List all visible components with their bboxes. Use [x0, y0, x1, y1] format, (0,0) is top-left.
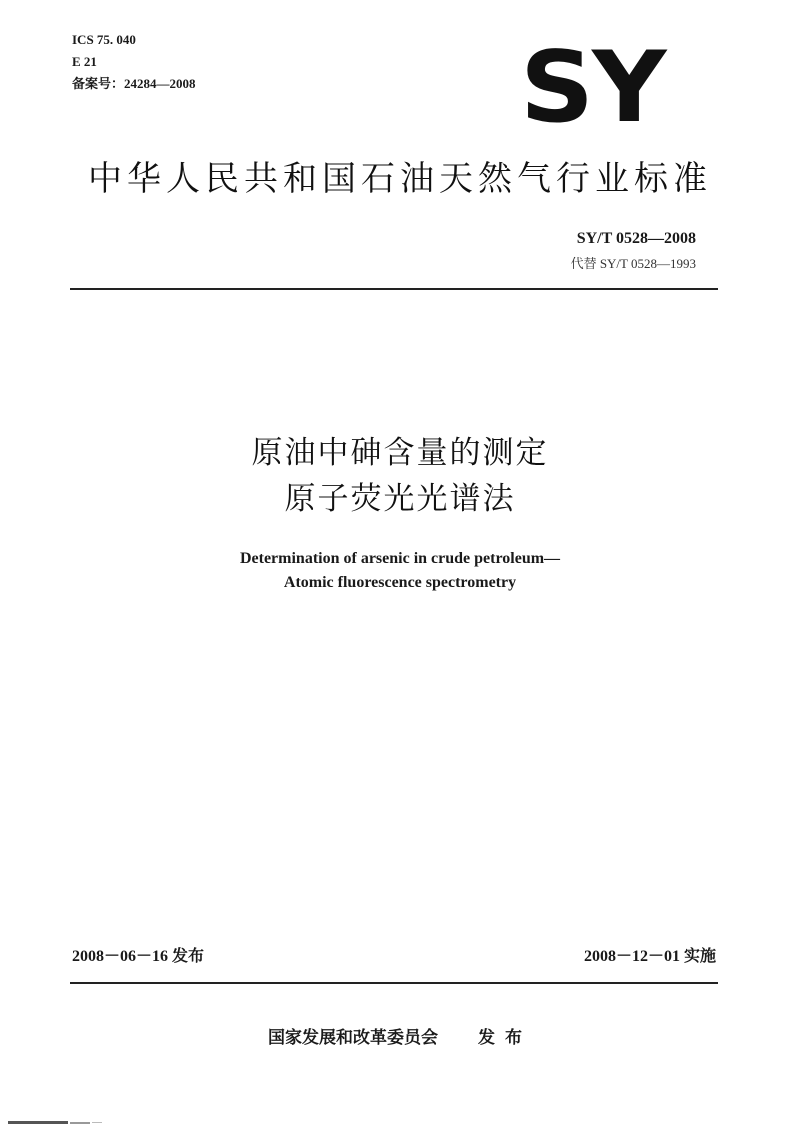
- scan-artifact: [8, 1120, 104, 1126]
- replaces-standard: 代替 SY/T 0528—1993: [570, 256, 696, 271]
- top-divider: [70, 288, 718, 290]
- standard-code: SY/T 0528—2008: [576, 230, 696, 247]
- issuer-name: 国家发展和改革委员会: [268, 1028, 438, 1048]
- title-cn-line2: 原子荧光光谱法: [284, 481, 516, 517]
- standard-category: 中华人民共和国石油天然气行业标准: [88, 159, 712, 199]
- effective-date: 2008－12－01 实施: [583, 948, 716, 965]
- title-en-line1: Determination of arsenic in crude petroleum—: [239, 550, 561, 567]
- issuer-line: [0, 1026, 800, 1050]
- ics-code: ICS 75. 040: [72, 32, 136, 47]
- classification-code: E 21: [72, 54, 97, 69]
- issuer-action: 发布: [478, 1028, 532, 1048]
- sy-logo: SY: [520, 31, 665, 145]
- title-en-line2: Atomic fluorescence spectrometry: [283, 574, 517, 591]
- bottom-divider: [70, 982, 718, 984]
- title-cn-line1: 原油中砷含量的测定: [251, 435, 549, 471]
- record-number: 备案号：24284—2008: [72, 76, 196, 91]
- issue-date: 2008－06－16 发布: [72, 948, 205, 965]
